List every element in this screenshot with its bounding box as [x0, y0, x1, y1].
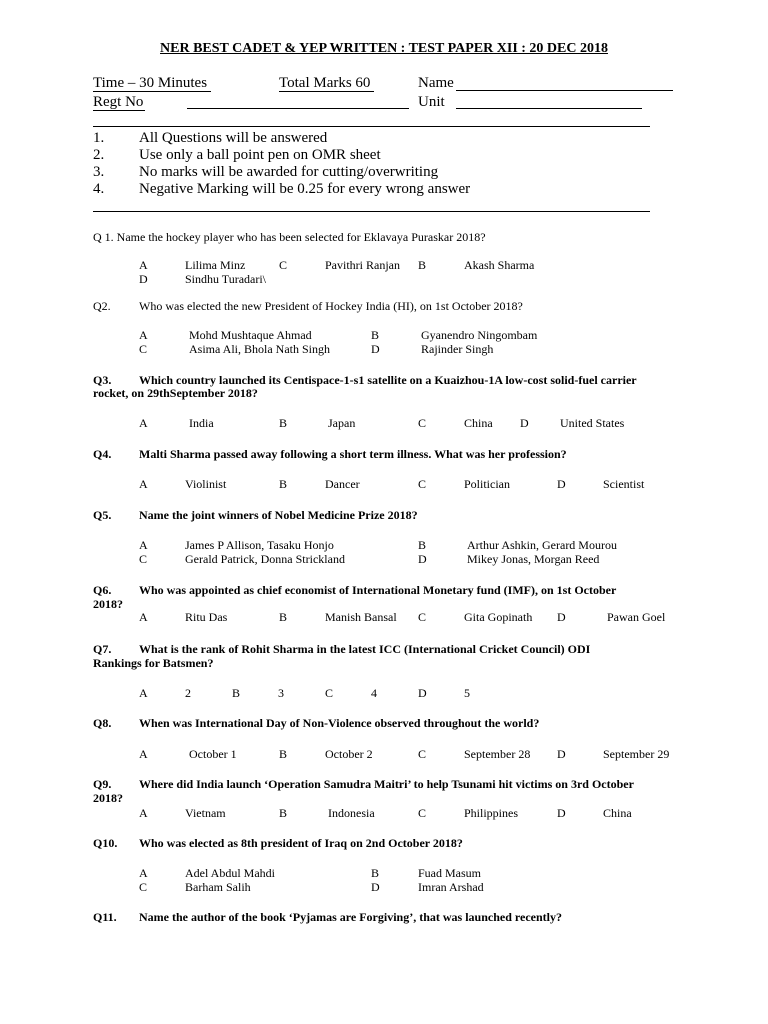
- option-label: D: [520, 416, 529, 430]
- option-text: Adel Abdul Mahdi: [185, 866, 275, 880]
- option-label: D: [371, 880, 380, 894]
- question-7-text: What is the rank of Rohit Sharma in the latest ICC (International Cricket Council) ODI: [139, 642, 591, 656]
- question-7-text-cont: Rankings for Batsmen?: [93, 656, 214, 670]
- question-9-text-cont: 2018?: [93, 791, 123, 805]
- question-number: Q2.: [93, 299, 111, 313]
- option-label: D: [371, 342, 380, 356]
- instruction-text: All Questions will be answered: [139, 130, 328, 146]
- option-text: Akash Sharma: [464, 258, 535, 272]
- option-text: Philippines: [464, 806, 519, 820]
- option-label: C: [279, 258, 288, 272]
- question-number: Q11.: [93, 910, 117, 924]
- question-number: Q7.: [93, 642, 112, 656]
- option-text: 4: [371, 686, 377, 700]
- option-text: Manish Bansal: [325, 610, 397, 624]
- option-text: Politician: [464, 477, 510, 491]
- option-label: C: [139, 552, 148, 566]
- option-label: A: [139, 258, 148, 272]
- option-text: Gerald Patrick, Donna Strickland: [185, 552, 345, 566]
- option-text: Barham Salih: [185, 880, 251, 894]
- unit-field-line[interactable]: [456, 108, 642, 109]
- option-text: 3: [278, 686, 284, 700]
- option-text: Sindhu Turadari\: [185, 272, 267, 286]
- option-label: A: [139, 477, 148, 491]
- option-text: United States: [560, 416, 625, 430]
- regt-no-label: Regt No: [93, 94, 144, 110]
- time-label: Time – 30 Minutes: [93, 75, 208, 91]
- option-text: October 2: [325, 747, 373, 761]
- option-label: B: [232, 686, 241, 700]
- question-number: Q9.: [93, 777, 112, 791]
- option-label: D: [139, 272, 148, 286]
- option-label: C: [139, 342, 148, 356]
- option-label: A: [139, 747, 148, 761]
- option-label: D: [557, 477, 566, 491]
- question-5-text: Name the joint winners of Nobel Medicine Prize 2018?: [139, 508, 418, 522]
- option-label: A: [139, 806, 148, 820]
- option-text: Rajinder Singh: [421, 342, 494, 356]
- divider-bottom: [93, 211, 650, 212]
- option-text: Imran Arshad: [418, 880, 484, 894]
- question-10-text: Who was elected as 8th president of Iraq on 2nd October 2018?: [139, 836, 463, 850]
- instruction-number: 1.: [93, 130, 105, 146]
- option-label: B: [418, 258, 427, 272]
- option-label: B: [371, 866, 380, 880]
- option-label: B: [279, 416, 288, 430]
- option-label: A: [139, 610, 148, 624]
- option-label: B: [371, 328, 380, 342]
- instruction-text: Negative Marking will be 0.25 for every wrong answer: [139, 181, 471, 197]
- question-2-text: Who was elected the new President of Hockey India (HI), on 1st October 2018?: [139, 299, 523, 313]
- option-label: B: [279, 477, 288, 491]
- option-label: D: [418, 686, 427, 700]
- option-label: D: [557, 610, 566, 624]
- total-marks-label: Total Marks 60: [279, 75, 371, 91]
- option-text: Pavithri Ranjan: [325, 258, 400, 272]
- name-field-line[interactable]: [456, 90, 673, 91]
- regt-no-underline: [93, 110, 145, 111]
- option-text: China: [464, 416, 493, 430]
- option-text: 2: [185, 686, 191, 700]
- option-text: Mikey Jonas, Morgan Reed: [467, 552, 600, 566]
- option-text: Pawan Goel: [607, 610, 666, 624]
- total-marks-underline: [279, 91, 374, 92]
- page-title: NER BEST CADET & YEP WRITTEN : TEST PAPER XII : 20 DEC 2018: [160, 41, 608, 56]
- instruction-number: 4.: [93, 181, 105, 197]
- option-text: Indonesia: [328, 806, 375, 820]
- question-4-text: Malti Sharma passed away following a short term illness. What was her profession?: [139, 447, 567, 461]
- option-text: Scientist: [603, 477, 645, 491]
- option-label: A: [139, 328, 148, 342]
- question-1-text: Q 1. Name the hockey player who has been selected for Eklavaya Puraskar 2018?: [93, 230, 486, 244]
- option-text: September 29: [603, 747, 670, 761]
- regt-no-field-line[interactable]: [187, 108, 409, 109]
- name-label: Name: [418, 75, 454, 91]
- option-text: Lilima Minz: [185, 258, 246, 272]
- option-text: Gyanendro Ningombam: [421, 328, 538, 342]
- option-text: October 1: [189, 747, 237, 761]
- option-label: D: [557, 806, 566, 820]
- question-number: Q10.: [93, 836, 118, 850]
- option-text: Vietnam: [185, 806, 226, 820]
- option-text: Ritu Das: [185, 610, 228, 624]
- option-text: James P Allison, Tasaku Honjo: [185, 538, 334, 552]
- question-11-text: Name the author of the book ‘Pyjamas are Forgiving’, that was launched recently?: [139, 910, 562, 924]
- option-text: Fuad Masum: [418, 866, 481, 880]
- time-underline: [93, 91, 211, 92]
- option-label: C: [418, 477, 427, 491]
- option-text: Gita Gopinath: [464, 610, 533, 624]
- option-text: Japan: [328, 416, 356, 430]
- option-text: Asima Ali, Bhola Nath Singh: [189, 342, 330, 356]
- option-label: C: [418, 806, 427, 820]
- option-text: Dancer: [325, 477, 360, 491]
- divider-top: [93, 126, 650, 127]
- option-label: A: [139, 686, 148, 700]
- question-number: Q3.: [93, 373, 112, 387]
- option-text: Violinist: [185, 477, 227, 491]
- question-number: Q6.: [93, 583, 112, 597]
- question-6-text: Who was appointed as chief economist of International Monetary fund (IMF), on 1st October: [139, 583, 617, 597]
- option-label: B: [279, 747, 288, 761]
- instruction-number: 3.: [93, 164, 105, 180]
- option-label: A: [139, 538, 148, 552]
- option-label: C: [418, 416, 427, 430]
- option-text: China: [603, 806, 632, 820]
- option-label: C: [139, 880, 148, 894]
- option-label: D: [418, 552, 427, 566]
- question-3-text-cont: rocket, on 29thSeptember 2018?: [93, 386, 258, 400]
- option-label: A: [139, 416, 148, 430]
- instruction-number: 2.: [93, 147, 105, 163]
- option-label: C: [325, 686, 334, 700]
- option-label: B: [279, 610, 288, 624]
- question-number: Q5.: [93, 508, 112, 522]
- question-number: Q8.: [93, 716, 112, 730]
- question-number: Q4.: [93, 447, 112, 461]
- unit-label: Unit: [418, 94, 445, 110]
- question-3-text: Which country launched its Centispace-1-s1 satellite on a Kuaizhou-1A low-cost solid-fuel carrier: [139, 373, 637, 387]
- instruction-text: No marks will be awarded for cutting/overwriting: [139, 164, 439, 180]
- question-8-text: When was International Day of Non-Violence observed throughout the world?: [139, 716, 540, 730]
- option-label: B: [279, 806, 288, 820]
- question-6-text-cont: 2018?: [93, 597, 123, 611]
- option-label: C: [418, 747, 427, 761]
- option-text: September 28: [464, 747, 531, 761]
- option-label: C: [418, 610, 427, 624]
- instruction-text: Use only a ball point pen on OMR sheet: [139, 147, 381, 163]
- question-9-text: Where did India launch ‘Operation Samudra Maitri’ to help Tsunami hit victims on 3rd October: [139, 777, 634, 791]
- option-text: Mohd Mushtaque Ahmad: [189, 328, 312, 342]
- option-label: D: [557, 747, 566, 761]
- option-label: B: [418, 538, 427, 552]
- option-text: Arthur Ashkin, Gerard Mourou: [467, 538, 617, 552]
- option-label: A: [139, 866, 148, 880]
- option-text: 5: [464, 686, 470, 700]
- option-text: India: [189, 416, 214, 430]
